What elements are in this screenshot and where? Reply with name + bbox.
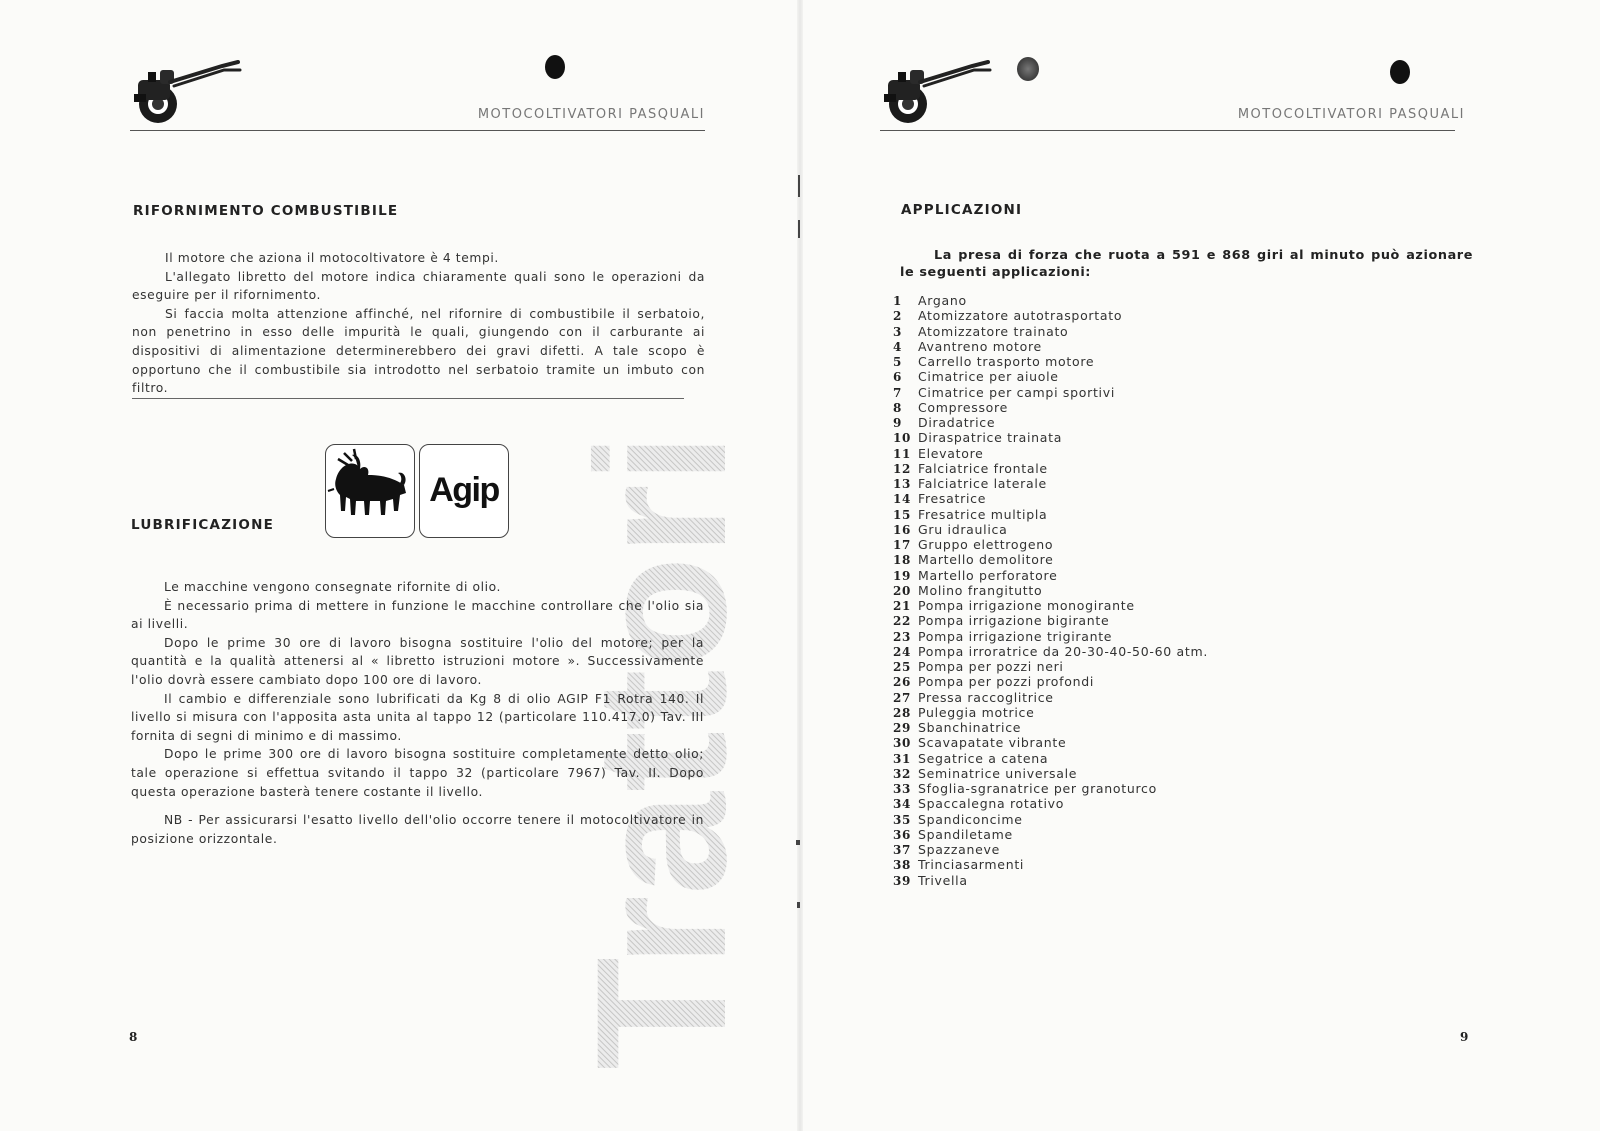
list-item [893, 476, 1313, 491]
item-label: Atomizzatore autotrasportato [918, 308, 1123, 324]
list-item [893, 430, 1313, 445]
list-item [893, 781, 1313, 796]
list-item [893, 796, 1313, 811]
item-number: 19 [893, 568, 912, 583]
list-item [893, 644, 1313, 659]
paragraph: È necessario prima di mettere in funzione le macchine controllare che l'olio sia ai livelli. [131, 598, 704, 632]
list-item [893, 537, 1313, 552]
list-item [893, 674, 1313, 689]
list-item [893, 308, 1313, 323]
paragraph: Il cambio e differenziale sono lubrificati da Kg 8 di olio AGIP F1 Rotra 140. Il livello si misura con l'apposita asta unita al tappo 12 (particolare 110.417.0) Tav. III fornita di segni di minimo e di massimo. [131, 691, 704, 743]
item-label: Gru idraulica [918, 521, 1008, 537]
item-number: 27 [893, 690, 912, 705]
list-item [893, 324, 1313, 339]
item-number: 36 [893, 827, 912, 842]
list-item [893, 690, 1313, 705]
item-label: Falciatrice laterale [918, 476, 1047, 491]
section-title-lubrication: LUBRIFICAZIONE [131, 517, 274, 533]
item-number: 20 [893, 583, 912, 598]
agip-word-box [419, 444, 509, 538]
item-label: Avantreno motore [918, 338, 1042, 354]
item-number: 23 [893, 629, 912, 644]
item-number: 6 [893, 370, 903, 385]
item-label: Spandiletame [918, 826, 1013, 842]
item-number: 2 [893, 309, 903, 324]
page-number: 9 [1460, 1030, 1469, 1044]
header-rule [130, 130, 705, 131]
item-label: Pompa irrigazione bigirante [918, 613, 1110, 629]
item-number: 1 [893, 294, 903, 308]
list-item [893, 552, 1313, 567]
list-item [893, 491, 1313, 506]
item-number: 32 [893, 766, 912, 781]
black-dot-icon [545, 55, 565, 79]
agip-logo [325, 444, 513, 538]
item-number: 3 [893, 324, 903, 339]
item-label: Diradatrice [918, 415, 996, 430]
item-label: Atomizzatore trainato [918, 323, 1069, 339]
list-item [893, 827, 1313, 842]
list-item [893, 735, 1313, 750]
list-item [893, 705, 1313, 720]
list-item [893, 354, 1313, 369]
item-label: Puleggia motrice [918, 704, 1035, 720]
list-item [893, 766, 1313, 781]
item-number: 17 [893, 538, 912, 552]
intro-text: La presa di forza che ruota a 591 e 868 giri al minuto può azionare le seguenti applicazioni: [900, 248, 1473, 280]
watermark-text: Trattori [559, 432, 765, 1070]
item-label: Segatrice a catena [918, 750, 1049, 766]
item-number: 18 [893, 553, 912, 568]
list-item [893, 369, 1313, 384]
list-item [893, 339, 1313, 354]
item-label: Pompa per pozzi profondi [918, 674, 1094, 690]
item-number: 13 [893, 477, 912, 491]
item-number: 31 [893, 751, 912, 766]
tractor-icon [130, 52, 250, 127]
item-number: 4 [893, 339, 903, 354]
page-header [880, 40, 1465, 135]
list-item [893, 842, 1313, 857]
page-number: 8 [129, 1030, 138, 1044]
list-item [893, 507, 1313, 522]
item-label: Carrello trasporto motore [918, 354, 1095, 369]
header-rule [880, 130, 1455, 131]
item-label: Seminatrice universale [918, 765, 1078, 781]
item-label: Falciatrice frontale [918, 460, 1048, 476]
note-paragraph: NB - Per assicurarsi l'esatto livello dell'olio occorre tenere il motocoltivatore in posizione orizzontale. [131, 813, 704, 846]
brand-name: MOTOCOLTIVATORI PASQUALI [1237, 107, 1465, 122]
item-label: Fresatrice multipla [918, 506, 1048, 522]
item-label: Elevatore [918, 445, 984, 461]
item-number: 15 [893, 507, 912, 522]
paragraph: Le macchine vengono consegnate rifornite di olio. [164, 580, 502, 594]
item-label: Pompa per pozzi neri [918, 659, 1064, 674]
item-number: 12 [893, 461, 912, 476]
six-legged-dog-icon [326, 445, 414, 537]
dog-logo-box [325, 444, 415, 538]
item-number: 33 [893, 782, 912, 796]
grey-dot-icon [1017, 57, 1039, 81]
item-label: Spandiconcime [918, 811, 1023, 827]
item-number: 30 [893, 736, 912, 751]
item-label: Compressore [918, 399, 1008, 415]
item-label: Sbanchinatrice [918, 720, 1022, 735]
black-dot-icon [1390, 60, 1410, 84]
item-number: 16 [893, 522, 912, 537]
item-number: 29 [893, 721, 912, 735]
item-number: 11 [893, 446, 912, 461]
list-item [893, 598, 1313, 613]
fuel-text [132, 249, 705, 398]
item-number: 24 [893, 644, 912, 659]
item-number: 9 [893, 416, 903, 430]
section-title-fuel: RIFORNIMENTO COMBUSTIBILE [133, 203, 399, 219]
item-number: 5 [893, 355, 903, 369]
item-label: Martello perforatore [918, 567, 1058, 583]
item-number: 35 [893, 812, 912, 827]
list-item [893, 873, 1313, 888]
list-item [893, 659, 1313, 674]
list-item [893, 857, 1313, 872]
item-number: 14 [893, 492, 912, 507]
item-label: Pompa irrigazione monogirante [918, 598, 1135, 613]
item-number: 10 [893, 431, 912, 446]
list-item [893, 293, 1313, 308]
section-title-applications: APPLICAZIONI [901, 202, 1023, 218]
item-number: 7 [893, 385, 903, 400]
list-item [893, 629, 1313, 644]
tractor-icon [880, 52, 1000, 127]
paragraph: Il motore che aziona il motocoltivatore è 4 tempi. [165, 251, 499, 265]
list-item [893, 812, 1313, 827]
item-label: Martello demolitore [918, 552, 1054, 568]
section-divider [132, 398, 684, 399]
item-label: Pompa irroratrice da 20-30-40-50-60 atm. [918, 643, 1209, 659]
list-item [893, 461, 1313, 476]
item-label: Fresatrice [918, 491, 987, 507]
list-item [893, 568, 1313, 583]
item-label: Diraspatrice trainata [918, 430, 1063, 446]
paragraph: Si faccia molta attenzione affinché, nel rifornire di combustibile il serbatoio, non penetrino in esso delle impurità le quali, giungendo con il carburante ai dispositivi di alimentazione determinerebbero dei gravi difetti. A tale scopo è opportuno che il combustibile sia introdotto nel serbatoio tramite un imbuto con filtro. [132, 306, 705, 396]
item-number: 26 [893, 675, 912, 690]
item-label: Cimatrice per campi sportivi [918, 384, 1115, 400]
item-label: Spaccalegna rotativo [918, 796, 1065, 812]
applications-list [893, 293, 1313, 888]
list-item [893, 522, 1313, 537]
list-item [893, 583, 1313, 598]
list-item [893, 385, 1313, 400]
list-item [893, 446, 1313, 461]
list-item [893, 751, 1313, 766]
item-number: 37 [893, 843, 912, 857]
item-number: 34 [893, 797, 912, 812]
paragraph: Dopo le prime 300 ore di lavoro bisogna sostituire completamente detto olio; tale operazione si effettua svitando il tappo 32 (particolare 7967) Tav. II. Dopo questa operazione basterà tenere costante il livello. [131, 747, 704, 799]
paragraph: Dopo le prime 30 ore di lavoro bisogna sostituire l'olio del motore; per la quantità e la qualità attenersi al « libretto istruzioni motore ». Successivamente l'olio dovrà essere cambiato dopo 100 ore di lavoro. [131, 635, 704, 687]
item-label: Gruppo elettrogeno [918, 537, 1054, 552]
item-label: Trivella [918, 872, 968, 888]
agip-word: Agip [429, 471, 499, 509]
item-label: Pompa irrigazione trigirante [918, 628, 1113, 644]
applications-intro [900, 248, 1473, 281]
lubrication-text [131, 578, 704, 848]
item-label: Sfoglia-sgranatrice per granoturco [918, 781, 1157, 796]
list-item [893, 720, 1313, 735]
item-label: Cimatrice per aiuole [918, 369, 1059, 385]
brand-name: MOTOCOLTIVATORI PASQUALI [477, 107, 705, 122]
list-item [893, 400, 1313, 415]
item-label: Trinciasarmenti [918, 857, 1025, 873]
item-label: Scavapatate vibrante [918, 735, 1067, 751]
item-label: Pressa raccoglitrice [918, 689, 1054, 705]
item-label: Argano [918, 293, 967, 308]
item-number: 25 [893, 660, 912, 674]
item-number: 22 [893, 614, 912, 629]
paragraph: L'allegato libretto del motore indica chiaramente quali sono le operazioni da eseguire per il rifornimento. [132, 269, 705, 303]
item-label: Molino frangitutto [918, 582, 1043, 598]
list-item [893, 613, 1313, 628]
item-number: 38 [893, 858, 912, 873]
page-header [130, 40, 705, 135]
item-number: 8 [893, 400, 903, 415]
list-item [893, 415, 1313, 430]
item-number: 39 [893, 873, 912, 888]
item-number: 28 [893, 705, 912, 720]
item-label: Spazzaneve [918, 842, 1001, 857]
item-number: 21 [893, 599, 912, 613]
